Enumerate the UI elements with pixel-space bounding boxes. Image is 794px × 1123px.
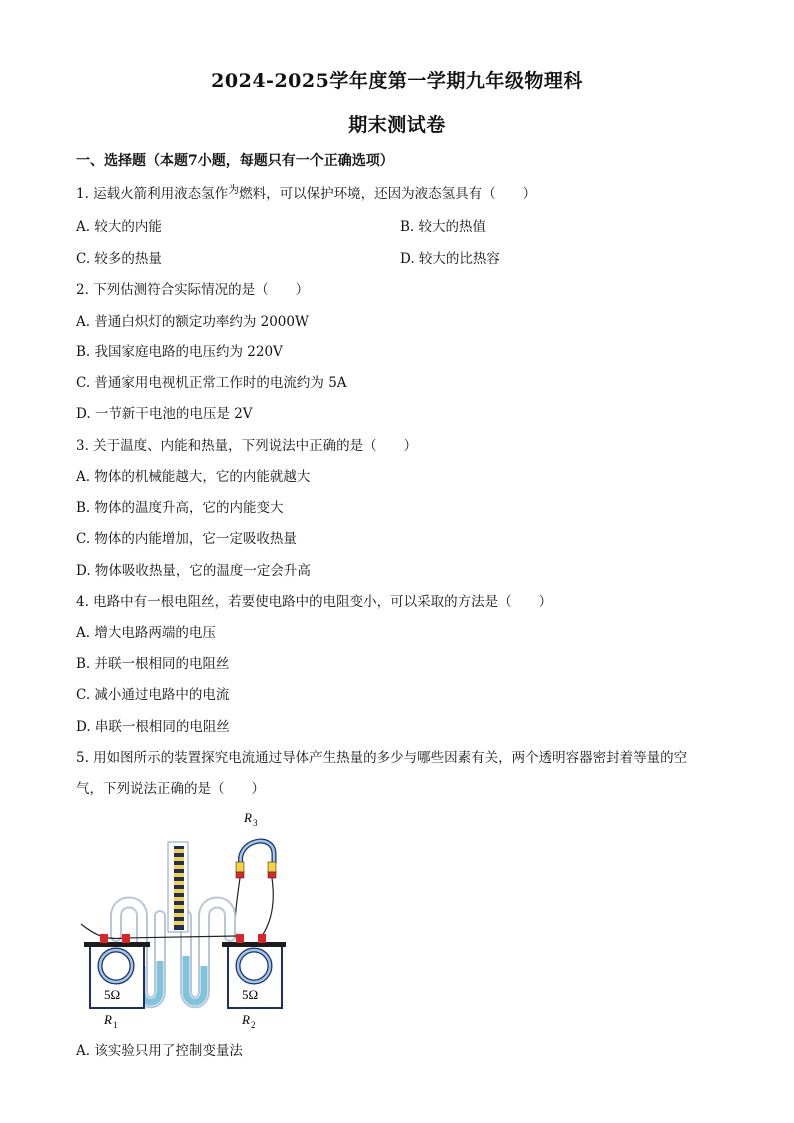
q3-stem: 3. 关于温度、内能和热量，下列说法中正确的是（ ）: [76, 438, 418, 454]
section-heading: 一、选择题（本题7小题，每题只有一个正确选项）: [76, 153, 394, 169]
q4-option-d: D. 串联一根相同的电阻丝: [76, 719, 230, 735]
q3-option-c: C. 物体的内能增加，它一定吸收热量: [76, 531, 297, 547]
q1-stem-before: 1. 运载火箭利用液态氢作: [76, 186, 229, 202]
r3-label-sub: 3: [253, 818, 258, 828]
q5-stem-line-2: 气，下列说法正确的是（ ）: [76, 781, 265, 797]
q4-stem: 4. 电路中有一根电阻丝，若要使电路中的电阻变小，可以采取的方法是（ ）: [76, 594, 553, 610]
q4-option-b: B. 并联一根相同的电阻丝: [76, 656, 230, 672]
q2-option-a: A. 普通白炽灯的额定功率约为 2000W: [76, 314, 309, 330]
q4-option-c: C. 减小通过电路中的电流: [76, 687, 230, 703]
q1-option-c: C. 较多的热量: [76, 251, 162, 267]
q1-stem-mark: 为: [228, 183, 240, 196]
q1-stem: [76, 183, 537, 202]
r1-label-sub: 1: [113, 1020, 118, 1030]
title-line-2: 期末测试卷: [348, 114, 446, 136]
q2-stem: 2. 下列估测符合实际情况的是（ ）: [76, 282, 310, 298]
r2-label: R: [242, 1012, 250, 1027]
box1-resistance: 5Ω: [104, 987, 121, 1002]
r3-label: R: [244, 810, 252, 825]
ruler-scale: [168, 842, 188, 932]
r1-label: R: [104, 1012, 112, 1027]
q3-option-d: D. 物体吸收热量，它的温度一定会升高: [76, 563, 311, 579]
q5-stem-line-1: 5. 用如图所示的装置探究电流通过导体产生热量的多少与哪些因素有关，两个透明容器密封着等量的空: [76, 750, 688, 766]
q3-option-a: A. 物体的机械能越大，它的内能就越大: [76, 469, 311, 485]
q1-stem-after: 燃料，可以保护环境，还因为液态氢具有（ ）: [239, 186, 537, 202]
r3-coil: [236, 841, 276, 878]
q1-option-a: A. 较大的内能: [76, 219, 162, 235]
q2-option-c: C. 普通家用电视机正常工作时的电流约为 5A: [76, 375, 347, 391]
q2-option-b: B. 我国家庭电路的电压约为 220V: [76, 344, 283, 360]
wire-r3-right: [262, 878, 273, 936]
r2-label-sub: 2: [251, 1020, 256, 1030]
q2-option-d: D. 一节新干电池的电压是 2V: [76, 406, 253, 422]
q4-option-a: A. 增大电路两端的电压: [76, 625, 216, 641]
q1-option-b: B. 较大的热值: [400, 219, 487, 235]
q5-experiment-figure: [76, 806, 286, 1036]
box2-resistance: 5Ω: [242, 987, 259, 1002]
q1-option-d: D. 较大的比热容: [400, 251, 500, 267]
q5-option-a: A. 该实验只用了控制变量法: [76, 1043, 243, 1059]
title-line-1: 2024-2025学年度第一学期九年级物理科: [211, 70, 583, 92]
q3-option-b: B. 物体的温度升高，它的内能变大: [76, 500, 284, 516]
